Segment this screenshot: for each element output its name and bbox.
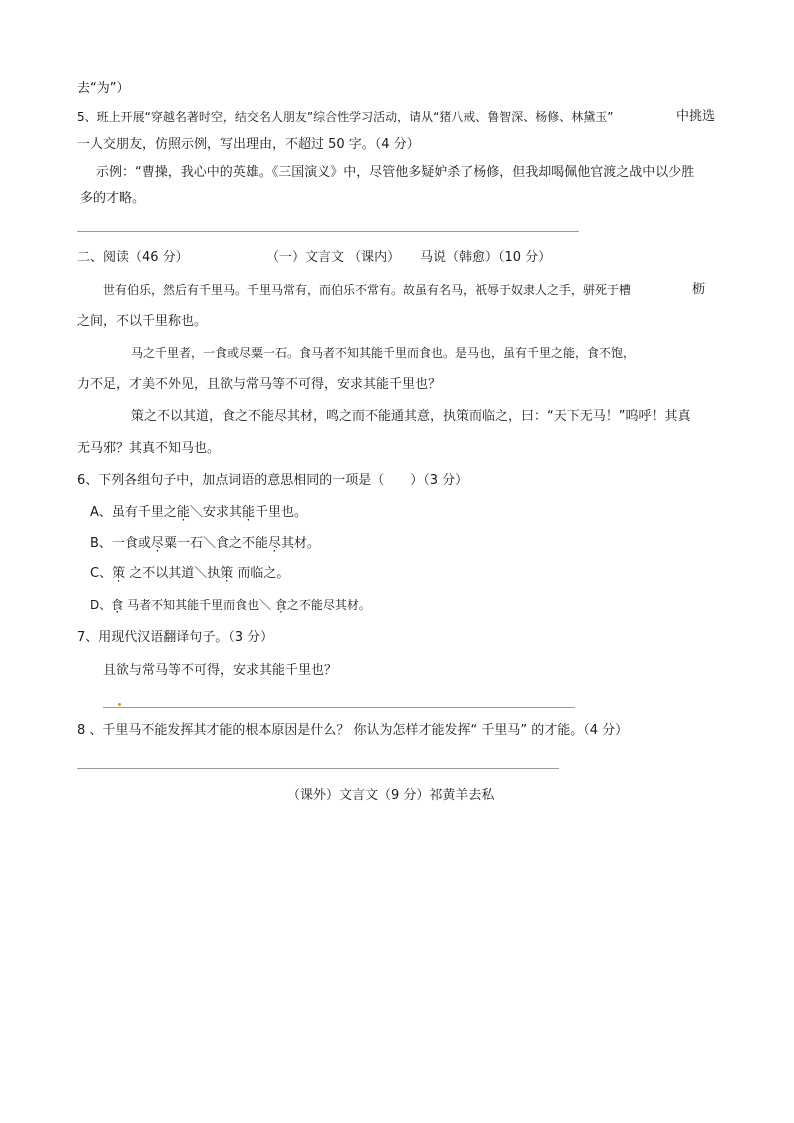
passage-paragraph-1-cont: 之间，不以千里称也。 [77, 314, 208, 329]
question-5-line2: 一人交朋友，仿照示例，写出理由，不超过 50 字。（4 分） [77, 137, 420, 152]
option-d-part: 马者不知其能千里而食也＼ [123, 598, 275, 612]
option-b-part: 其材。 [280, 536, 320, 551]
question-5-tail: 中挑选 [676, 109, 716, 124]
dotted-word: 能 [176, 505, 190, 520]
option-d-part: 之不能尽其材。 [286, 598, 371, 612]
passage-paragraph-1: 世有伯乐，然后有千里马。千里马常有，而伯乐不常有。故虽有名马，祇辱于奴隶人之手，骈死于槽 [103, 283, 632, 297]
option-c-part: C、 [90, 566, 113, 581]
section-heading-extracurricular: （课外）文言文（9 分）祁黄羊去私 [287, 788, 495, 803]
answer-line [77, 231, 579, 232]
option-c-part: 之不以其道＼执 [125, 566, 221, 581]
passage-paragraph-3: 策之不以其道，食之不能尽其材，鸣之而不能通其意，执策而临之，曰：“天下无马！”呜呼！其真 [131, 409, 691, 424]
translation-sentence: 且欲与常马等不可得，安求其能千里也？ [103, 663, 338, 678]
text-line: 去“为”） [77, 81, 130, 96]
dotted-word: 食 [111, 598, 124, 612]
option-c-part: 而临之。 [233, 566, 290, 581]
question-5: 5、班上开展“穿越名著时空，结交名人朋友”综合性学习活动，请从“猪八戒、鲁智深、杨修、林黛玉” [77, 110, 614, 124]
dotted-word: 食 [274, 598, 287, 612]
dotted-word: 策 [220, 566, 234, 581]
option-a [90, 504, 307, 522]
question-6: 6、下列各组句子中，加点词语的意思相同的一项是（ ）（3 分） [77, 473, 469, 488]
option-a-part: A、虽有千里之 [90, 505, 177, 520]
dotted-word: 策 [112, 566, 126, 581]
passage-paragraph-2: 马之千里者，一食或尽粟一石。食马者不知其能千里而食也。是马也，虽有千里之能，食不饱， [131, 346, 636, 360]
passage-title: 马说（韩愈）（10 分） [420, 250, 552, 265]
passage-paragraph-3-cont: 无马邪？其真不知马也。 [77, 441, 221, 456]
question-7: 7、用现代汉语翻译句子。（3 分） [77, 630, 274, 645]
section-title: 二、阅读（46 分） [77, 250, 189, 265]
option-c [90, 565, 289, 583]
subsection-title: （一）文言文 （课内） [266, 250, 401, 265]
mark-dot [118, 703, 121, 706]
dotted-word: 能 [241, 505, 255, 520]
option-a-part: ＼安求其 [189, 505, 242, 520]
option-b-part: B、一食或 [90, 536, 151, 551]
option-a-part: 千里也。 [254, 505, 307, 520]
option-b [90, 535, 320, 553]
option-b-part: 粟一石＼食之不能 [163, 536, 268, 551]
answer-line [77, 768, 559, 769]
passage-char: 枥 [692, 282, 706, 297]
option-d-part: D、 [90, 598, 112, 612]
answer-line [103, 707, 575, 708]
dotted-word: 尽 [267, 536, 281, 551]
dotted-word: 尽 [150, 536, 164, 551]
example-text: 示例：“曹操，我心中的英雄。《三国演义》中，尽管他多疑妒杀了杨修，但我却喝佩他官渡之战中以少胜 [96, 165, 695, 180]
question-8: 8 、千里马不能发挥其才能的根本原因是什么？ 你认为怎样才能发挥“ 千里马” 的才能。（4 分） [77, 723, 629, 738]
option-d [90, 596, 371, 614]
example-text-cont: 多的才略。 [80, 191, 146, 206]
passage-paragraph-2-cont: 力不足，才美不外见，且欲与常马等不可得，安求其能千里也？ [77, 377, 442, 392]
